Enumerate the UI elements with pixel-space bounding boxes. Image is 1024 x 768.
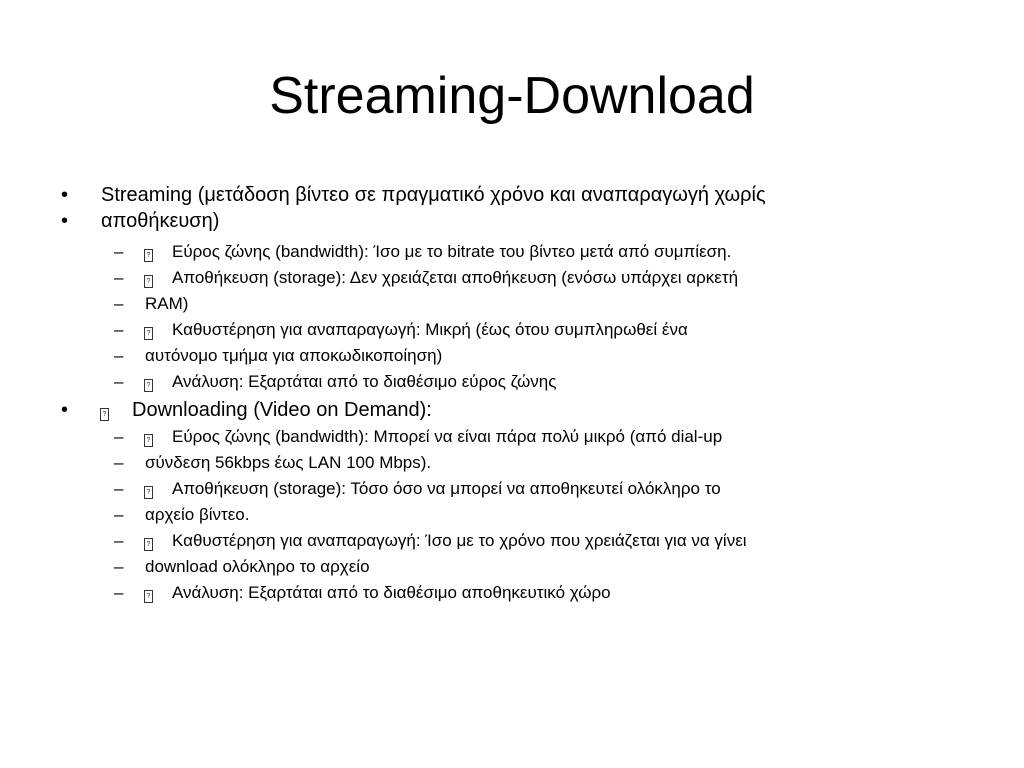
missing-glyph-icon: ? xyxy=(144,425,153,449)
bullet-text: Αποθήκευση (storage): Τόσο όσο να μπορεί να αποθηκευτεί ολόκληρο το xyxy=(172,479,721,498)
missing-glyph-icon: ? xyxy=(144,529,153,553)
missing-glyph-icon: ? xyxy=(144,581,153,605)
bullet-text: σύνδεση 56kbps έως LAN 100 Mbps). xyxy=(145,453,432,472)
bullet-text: download ολόκληρο το αρχείο xyxy=(145,557,370,576)
dash-marker: – xyxy=(114,294,124,313)
bullet-text: Εύρος ζώνης (bandwidth): Μπορεί να είναι πάρα πολύ μικρό (από dial-up xyxy=(172,427,723,446)
bullet-text: Αποθήκευση (storage): Δεν χρειάζεται αποθήκευση (ενόσω υπάρχει αρκετή xyxy=(172,268,739,287)
bullet-marker: • xyxy=(61,184,69,206)
dash-marker: – xyxy=(114,531,124,550)
dash-marker: – xyxy=(114,583,124,602)
missing-glyph-icon: ? xyxy=(144,240,153,264)
bullet-text: Streaming (μετάδοση βίντεο σε πραγματικό χρόνο και αναπαραγωγή χωρίς xyxy=(101,184,766,206)
bullet-marker: • xyxy=(61,399,69,421)
bullet-text: αποθήκευση) xyxy=(101,210,220,232)
dash-marker: – xyxy=(114,320,124,339)
missing-glyph-icon: ? xyxy=(144,477,153,501)
bullet-text: αυτόνομο τμήμα για αποκωδικοποίηση) xyxy=(145,346,443,365)
bullet-text: Ανάλυση: Εξαρτάται από το διαθέσιμο εύρος ζώνης xyxy=(172,372,557,391)
missing-glyph-icon: ? xyxy=(100,396,109,424)
dash-marker: – xyxy=(114,427,124,446)
bullet-marker: • xyxy=(61,210,69,232)
missing-glyph-icon: ? xyxy=(144,370,153,394)
slide-title: Streaming-Download xyxy=(269,67,755,125)
bullet-text: Ανάλυση: Εξαρτάται από το διαθέσιμο αποθηκευτικό χώρο xyxy=(172,583,611,602)
missing-glyph-icon: ? xyxy=(144,318,153,342)
dash-marker: – xyxy=(114,242,124,261)
bullet-text: RAM) xyxy=(145,294,189,313)
bullet-text: αρχείο βίντεο. xyxy=(145,505,250,524)
dash-marker: – xyxy=(114,346,124,365)
bullet-text: Καθυστέρηση για αναπαραγωγή: Ίσο με το χρόνο που χρειάζεται για να γίνει xyxy=(172,531,747,550)
dash-marker: – xyxy=(114,557,124,576)
dash-marker: – xyxy=(114,505,124,524)
dash-marker: – xyxy=(114,268,124,287)
bullet-text: Καθυστέρηση για αναπαραγωγή: Μικρή (έως ότου συμπληρωθεί ένα xyxy=(172,320,688,339)
dash-marker: – xyxy=(114,453,124,472)
bullet-text: Downloading (Video on Demand): xyxy=(132,399,432,421)
missing-glyph-icon: ? xyxy=(144,266,153,290)
dash-marker: – xyxy=(114,372,124,391)
bullet-text: Εύρος ζώνης (bandwidth): Ίσο με το bitrate του βίντεο μετά από συμπίεση. xyxy=(172,242,732,261)
dash-marker: – xyxy=(114,479,124,498)
